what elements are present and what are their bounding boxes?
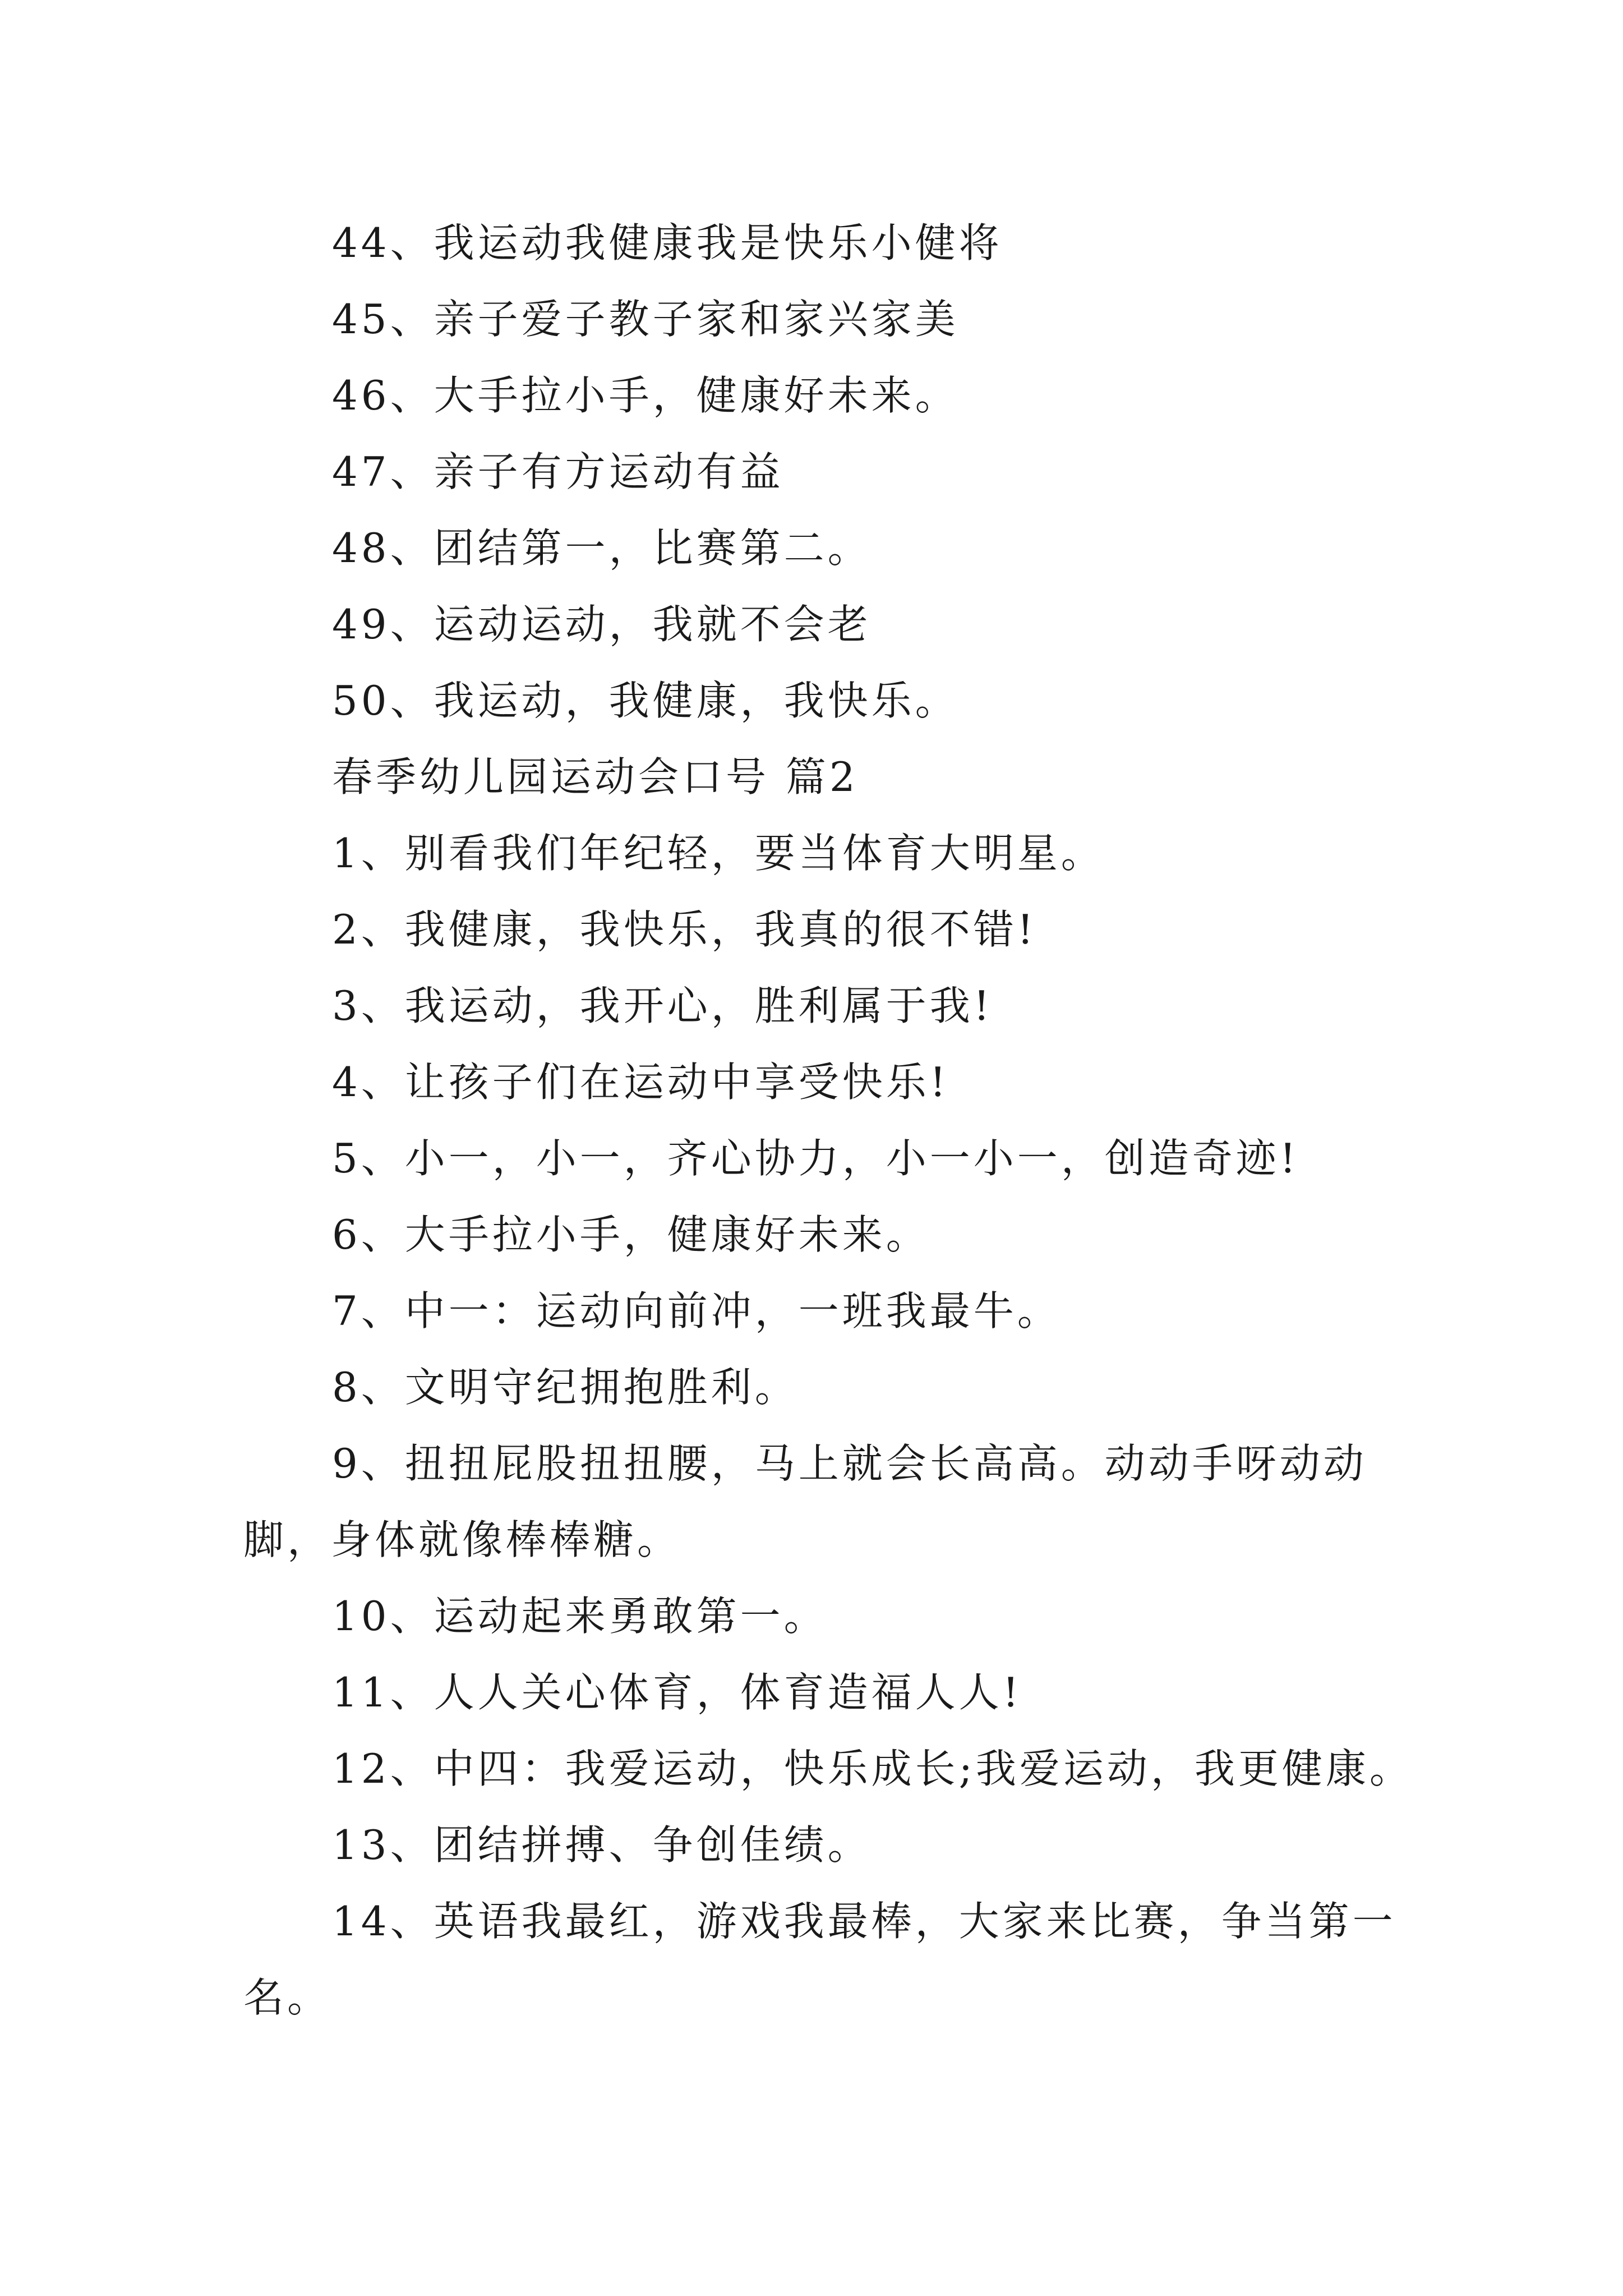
paragraph-line: 5、小一，小一，齐心协力，小一小一，创造奇迹! [332, 1135, 1299, 1182]
paragraph-line: 49、运动运动，我就不会老 [332, 601, 872, 648]
paragraph-line: 11、人人关心体育，体育造福人人! [332, 1669, 1022, 1716]
paragraph-line: 4、让孩子们在运动中享受快乐! [332, 1059, 949, 1106]
paragraph-line: 10、运动起来勇敢第一。 [332, 1593, 828, 1640]
paragraph-line: 3、我运动，我开心，胜利属于我! [332, 982, 993, 1029]
paragraph-line: 14、英语我最红，游戏我最棒，大家来比赛，争当第一 [332, 1898, 1396, 1945]
paragraph-line: 50、我运动，我健康，我快乐。 [332, 677, 959, 724]
paragraph-line: 8、文明守纪拥抱胜利。 [332, 1364, 799, 1411]
paragraph-line: 7、中一：运动向前冲，一班我最牛。 [332, 1287, 1061, 1335]
paragraph-line: 1、别看我们年纪轻，要当体育大明星。 [332, 830, 1105, 877]
paragraph-line: 12、中四：我爱运动，快乐成长;我爱运动，我更健康。 [332, 1745, 1413, 1792]
paragraph-line: 9、扭扭屁股扭扭腰，马上就会长高高。动动手呀动动 [332, 1440, 1367, 1487]
paragraph-line: 13、团结拼搏、争创佳绩。 [332, 1821, 872, 1869]
paragraph-line: 47、亲子有方运动有益 [332, 448, 784, 495]
paragraph-continuation: 脚，身体就像棒棒糖。 [243, 1516, 681, 1563]
paragraph-line: 2、我健康，我快乐，我真的很不错! [332, 906, 1037, 953]
paragraph-line: 48、团结第一，比赛第二。 [332, 524, 872, 572]
paragraph-continuation: 名。 [243, 1974, 331, 2021]
paragraph-line: 6、大手拉小手，健康好未来。 [332, 1211, 930, 1258]
section-heading: 春季幼儿园运动会口号 篇2 [332, 753, 859, 800]
paragraph-line: 46、大手拉小手，健康好未来。 [332, 372, 959, 419]
paragraph-line: 44、我运动我健康我是快乐小健将 [332, 219, 1003, 266]
paragraph-line: 45、亲子爱子教子家和家兴家美 [332, 296, 959, 343]
